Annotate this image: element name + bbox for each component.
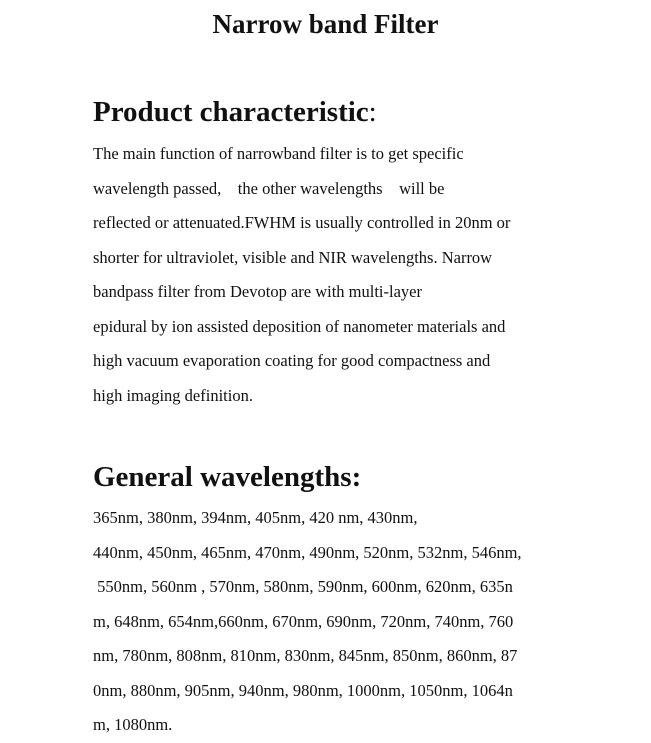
wavelength-line: 0nm, 880nm, 905nm, 940nm, 980nm, 1000nm, 1050nm, 1064n	[93, 680, 513, 700]
section-heading-general-wavelengths	[93, 459, 361, 495]
wavelength-line: m, 1080nm.	[93, 715, 173, 734]
section-heading-text: General wavelengths	[93, 461, 352, 493]
paragraph-line: high imaging definition.	[93, 385, 253, 405]
paragraph-line: high vacuum evaporation coating for good compactness and	[93, 351, 491, 370]
wavelength-line: 440nm, 450nm, 465nm, 470nm, 490nm, 520nm, 532nm, 546nm,	[93, 542, 522, 562]
document-title: Narrow band Filter	[212, 9, 439, 39]
wavelength-line: 550nm, 560nm , 570nm, 580nm, 590nm, 600nm, 620nm, 635n	[93, 577, 513, 596]
paragraph-line: The main function of narrowband filter is to get specific	[93, 144, 464, 163]
product-characteristic-paragraph	[93, 137, 510, 413]
paragraph-line: epidural by ion assisted deposition of nanometer materials and	[93, 316, 506, 336]
wavelength-line: 365nm, 380nm, 394nm, 405nm, 420 nm, 430nm,	[93, 508, 418, 527]
section-heading-product-characteristic	[93, 94, 377, 130]
paragraph-line: shorter for ultraviolet, visible and NIR wavelengths. Narrow	[93, 247, 493, 267]
wavelength-line: m, 648nm, 654nm,660nm, 670nm, 690nm, 720nm, 740nm, 760	[93, 611, 514, 631]
section-heading-text: Product characteristic	[93, 96, 369, 128]
section-heading-colon: :	[368, 96, 377, 128]
paragraph-line: wavelength passed, the other wavelengths will be	[93, 178, 445, 198]
wavelength-line: nm, 780nm, 808nm, 810nm, 830nm, 845nm, 850nm, 860nm, 87	[93, 646, 518, 665]
wavelength-list	[93, 501, 522, 743]
section-heading-colon: :	[351, 461, 362, 493]
paragraph-line: bandpass filter from Devotop are with multi-layer	[93, 282, 422, 301]
paragraph-line: reflected or attenuated.FWHM is usually controlled in 20nm or	[93, 213, 511, 232]
